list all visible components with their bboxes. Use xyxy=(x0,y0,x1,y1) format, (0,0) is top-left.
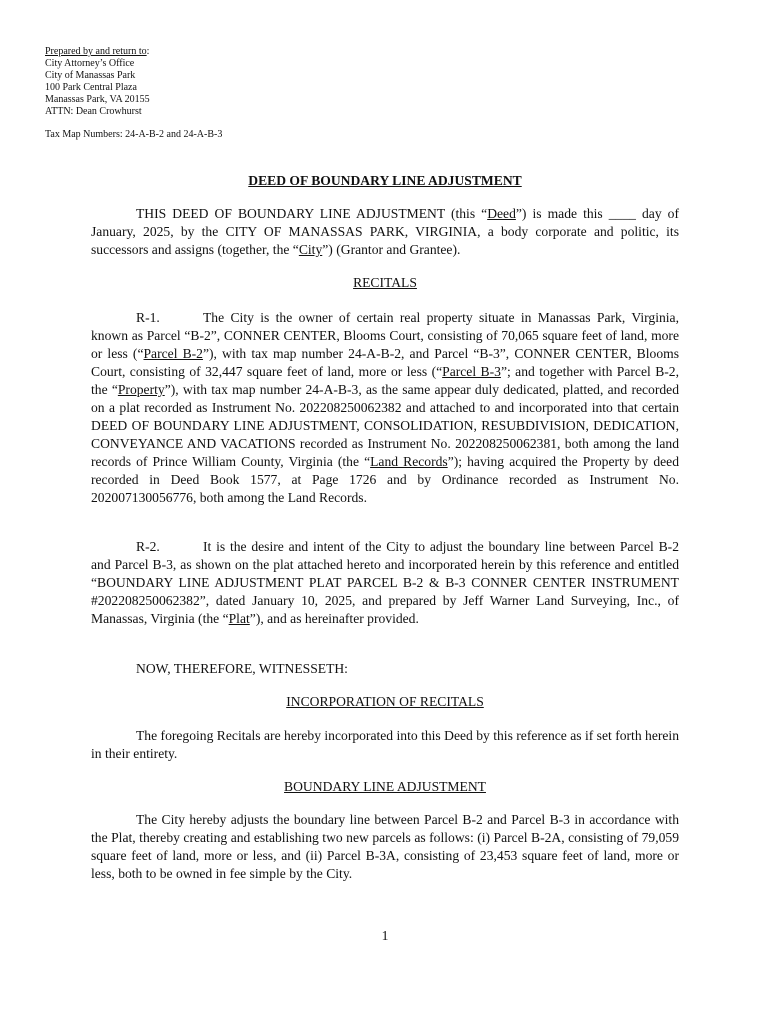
prepared-by-colon: : xyxy=(146,46,150,57)
defined-term-plat: Plat xyxy=(228,611,250,626)
address-line: 100 Park Central Plaza xyxy=(45,82,137,93)
recitals-heading: RECITALS xyxy=(353,275,417,290)
tax-map-numbers: Tax Map Numbers: 24-A-B-2 and 24-A-B-3 xyxy=(45,129,223,140)
witnesseth-line: NOW, THEREFORE, WITNESSETH: xyxy=(136,661,348,676)
incorporation-heading: INCORPORATION OF RECITALS xyxy=(286,694,484,709)
recital-r2: R-2. It is the desire and intent of the City to adjust the boundary line between Parcel B-2 and Parcel B-3, as shown on the plat attached hereto and incorporated herein by this reference and entitled “BOUNDARY LINE ADJUSTMENT PLAT PARCEL B-2 & B-3 CONNER CENTER INSTRUMENT #202208250062382”, dated January 10, 2025, and prepared by Jeff Warner Land Surveying, Inc., of Manassas, Virginia (the “Plat”), and as hereinafter provided. xyxy=(91,539,679,626)
defined-term-deed: Deed xyxy=(487,206,516,221)
address-line: City Attorney’s Office xyxy=(45,58,135,69)
address-line: Manassas Park, VA 20155 xyxy=(45,94,150,105)
boundary-line-adjustment-heading: BOUNDARY LINE ADJUSTMENT xyxy=(284,779,486,794)
recital-r1: R-1. The City is the owner of certain real property situate in Manassas Park, Virginia, known as Parcel “B-2”, CONNER CENTER, Blooms Court, consisting of 70,065 square feet of land, more or less (“Parcel B-2”), with tax map number 24-A-B-2, and Parcel “B-3”, CONNER CENTER, Blooms Court, consisting of 32,447 square feet of land, more or less (“Parcel B-3”; and together with Parcel B-2, the “Property”), with tax map number 24-A-B-3, as the same appear duly dedicated, platted, and recorded on a plat recorded as Instrument No. 202208250062382 and attached to and incorporated into that certain DEED OF BOUNDARY LINE ADJUSTMENT, CONSOLIDATION, RESUBDIVISION, DEDICATION, CONVEYANCE AND VACATIONS recorded as Instrument No. 202208250062381, both among the land records of Prince William County, Virginia (the “Land Records”); having acquired the Property by deed recorded in Deed Book 1577, at Page 1726 and by Ordinance recorded as Instrument No. 202007130056776, both among the Land Records. xyxy=(91,310,680,505)
defined-term-property: Property xyxy=(117,382,165,397)
address-line: City of Manassas Park xyxy=(45,70,136,81)
defined-term-land-records: Land Records xyxy=(370,454,448,469)
document-title: DEED OF BOUNDARY LINE ADJUSTMENT xyxy=(248,173,522,188)
defined-term-parcel-b3: Parcel B-3 xyxy=(442,364,501,379)
recital-label: R-2. xyxy=(136,539,160,554)
return-address-block xyxy=(45,46,150,118)
address-line: ATTN: Dean Crowhurst xyxy=(45,106,142,117)
prepared-by-label: Prepared by and return to xyxy=(45,46,147,57)
intro-paragraph: THIS DEED OF BOUNDARY LINE ADJUSTMENT (this “Deed”) is made this ____ day of January, 2025, by the CITY OF MANASSAS PARK, VIRGINIA, a body corporate and politic, its successors and assigns (together, the “City”) (Grantor and Grantee). xyxy=(91,206,679,257)
defined-term-parcel-b2: Parcel B-2 xyxy=(143,346,203,361)
boundary-line-adjustment-paragraph: The City hereby adjusts the boundary line between Parcel B-2 and Parcel B-3 in accordance with the Plat, thereby creating and establishing two new parcels as follows: (i) Parcel B-2A, consisting of 79,059 square feet of land, more or less, and (ii) Parcel B-3A, consisting of 23,453 square feet of land, more or less, both to be owned in fee simple by the City. xyxy=(91,812,679,881)
prepared-by-line xyxy=(45,46,150,58)
recital-label: R-1. xyxy=(136,310,160,325)
incorporation-paragraph: The foregoing Recitals are hereby incorporated into this Deed by this reference as if set forth herein in their entirety. xyxy=(91,728,679,761)
page-number: 1 xyxy=(381,928,389,943)
defined-term-city: City xyxy=(298,242,323,257)
